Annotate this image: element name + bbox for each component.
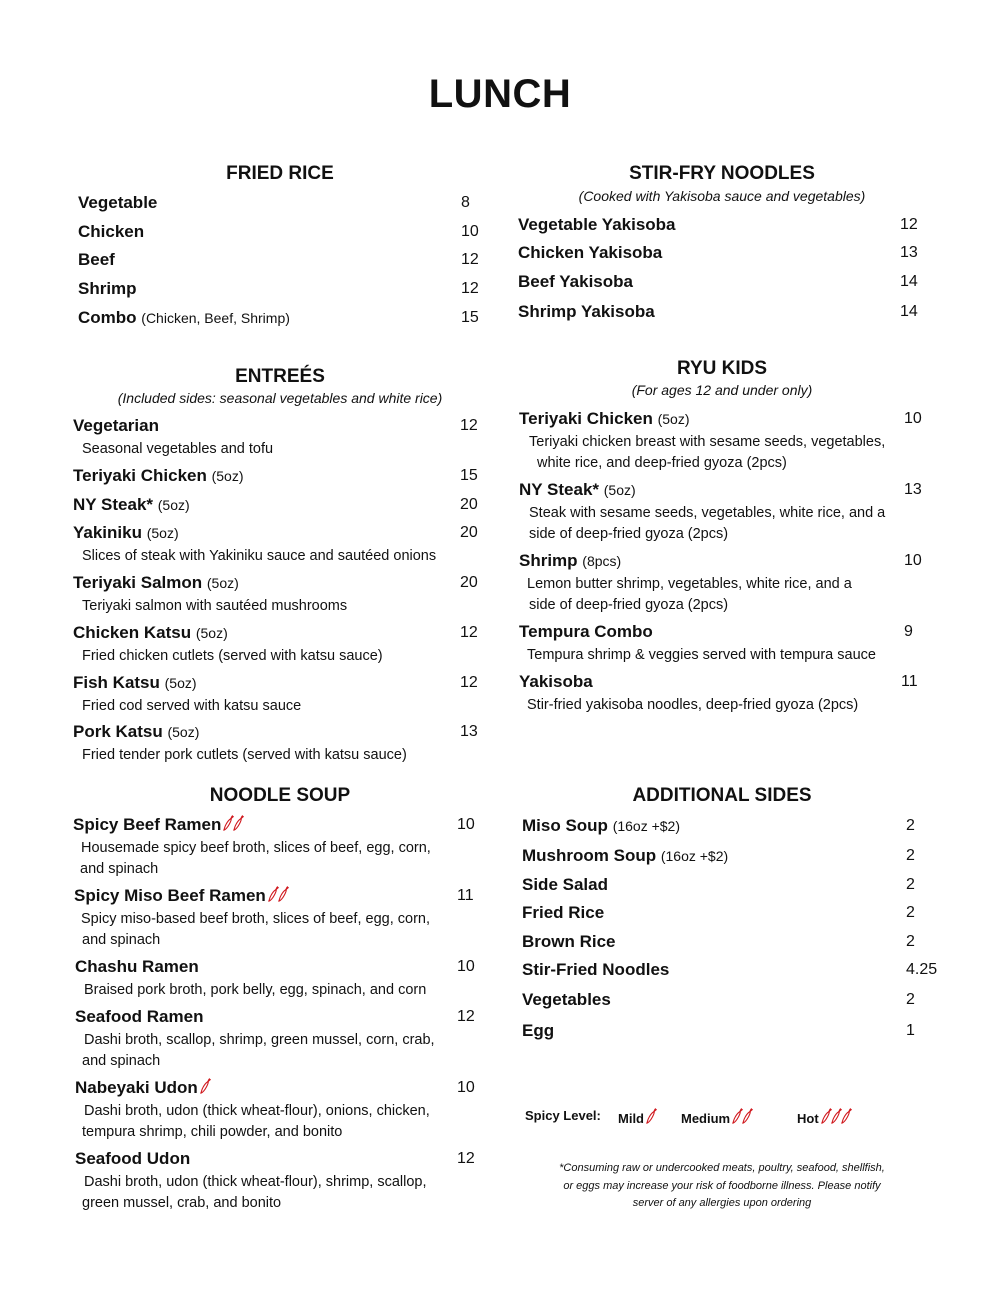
menu-item-name [74,886,288,907]
menu-item-name [519,409,690,429]
disclaimer-line: server of any allergies upon ordering [632,1197,812,1209]
item-name: Brown Rice [522,932,616,951]
item-description: Fried chicken cutlets (served with katsu sauce) [82,648,383,664]
item-name: NY Steak* [519,480,600,499]
item-qualifier: (5oz) [206,575,239,591]
section-title: FRIED RICE [226,163,334,184]
item-qualifier: (5oz) [146,525,179,541]
item-qualifier: (5oz) [167,724,200,740]
item-description: green mussel, crab, and bonito [82,1195,282,1211]
menu-item-name [78,308,290,328]
chili-pepper-icon [646,1108,656,1127]
menu-item-name [518,215,676,235]
item-qualifier: (16oz +$2) [660,848,729,864]
item-name: Vegetarian [73,416,159,435]
item-name: Seafood Ramen [75,1007,204,1026]
item-price: 10 [457,816,475,833]
item-description: Fried tender pork cutlets (served with katsu sauce) [82,747,407,763]
item-price: 1 [906,1022,915,1039]
item-name: Combo [78,308,137,327]
spicy-level-mild [618,1108,656,1127]
item-name: NY Steak* [73,495,154,514]
item-name: Teriyaki Salmon [73,573,203,592]
item-price: 12 [900,216,918,233]
item-price: 14 [900,273,918,290]
chili-pepper-icon [732,1108,752,1127]
item-price: 13 [900,244,918,261]
item-price: 13 [904,481,922,498]
item-description: Spicy miso-based beef broth, slices of beef, egg, corn, [81,911,430,927]
menu-item-name [73,495,190,515]
item-price: 2 [906,847,915,864]
item-name: Shrimp Yakisoba [518,302,655,321]
spicy-level-label: Spicy Level: [525,1108,601,1123]
item-price: 10 [457,1079,475,1096]
spicy-level-hot [797,1108,851,1127]
item-name: Side Salad [522,875,608,894]
chili-pepper-icon [268,886,288,907]
item-description: Fried cod served with katsu sauce [82,698,302,714]
item-description: Dashi broth, udon (thick wheat-flour), shrimp, scallop, [84,1174,427,1190]
item-price: 4.25 [906,961,938,978]
item-qualifier: (8pcs) [582,553,622,569]
menu-item-name [522,903,604,923]
item-description: Tempura shrimp & veggies served with tempura sauce [527,647,876,663]
item-description: Stir-fried yakisoba noodles, deep-fried gyoza (2pcs) [527,697,859,713]
item-description: Steak with sesame seeds, vegetables, white rice, and a [529,505,886,521]
menu-item-name [522,960,669,980]
menu-item-name [522,932,616,952]
item-description: Braised pork broth, pork belly, egg, spinach, and corn [84,982,427,998]
item-name: Shrimp [78,279,137,298]
item-price: 2 [906,817,915,834]
item-name: Pork Katsu [73,722,163,741]
section-note: (Included sides: seasonal vegetables and white rice) [117,390,443,406]
item-description: side of deep-fried gyoza (2pcs) [529,526,729,542]
section-title: ADDITIONAL SIDES [632,785,812,806]
item-name: Spicy Miso Beef Ramen [74,886,266,905]
item-name: Shrimp [519,551,578,570]
item-name: Teriyaki Chicken [73,466,207,485]
disclaimer-line: or eggs may increase your risk of foodborne illness. Please notify [563,1179,881,1192]
item-price: 2 [906,991,915,1008]
item-price: 2 [906,876,915,893]
menu-item-name [75,1007,203,1027]
item-price: 12 [457,1150,475,1167]
menu-item-name [518,302,655,322]
menu-item-name [519,672,593,692]
item-qualifier: (5oz) [157,497,190,513]
menu-item-name [522,846,728,866]
spicy-level-name: Mild [618,1111,644,1126]
spicy-level-name: Hot [797,1111,819,1126]
item-name: Vegetable Yakisoba [518,215,676,234]
item-price: 12 [460,624,478,641]
item-description: Teriyaki salmon with sautéed mushrooms [82,598,348,614]
item-description: and spinach [80,861,159,877]
section-title: NOODLE SOUP [209,785,351,806]
menu-item-name [78,193,157,213]
item-description: Slices of steak with Yakiniku sauce and sautéed onions [82,548,437,564]
menu-item-name [518,272,633,292]
item-name: Tempura Combo [519,622,653,641]
item-price: 9 [904,623,913,640]
item-description: Teriyaki chicken breast with sesame seeds, vegetables, [529,434,886,450]
chili-pepper-icon [200,1078,210,1099]
disclaimer-line: *Consuming raw or undercooked meats, poultry, seafood, shellfish, [559,1162,885,1174]
item-qualifier: (5oz) [657,411,690,427]
menu-item-name [73,573,239,593]
item-price: 20 [460,574,478,591]
item-price: 2 [906,904,915,921]
item-price: 12 [461,251,479,268]
menu-item-name [518,243,662,263]
item-name: Egg [522,1021,555,1040]
menu-item-name [78,250,115,270]
menu-item-name [519,551,621,571]
chili-pepper-icon [821,1108,851,1127]
section-title: ENTREÉS [235,366,325,387]
menu-item-name [519,622,653,642]
item-price: 11 [457,887,474,904]
menu-item-name [78,279,137,299]
item-name: Teriyaki Chicken [519,409,653,428]
item-qualifier: (Chicken, Beef, Shrimp) [141,310,290,326]
item-name: Stir-Fried Noodles [522,960,670,979]
item-price: 11 [901,673,918,690]
item-name: Fish Katsu [73,673,160,692]
item-price: 12 [460,417,478,434]
menu-item-name [73,416,159,436]
item-price: 10 [904,410,922,427]
section-note: (Cooked with Yakisoba sauce and vegetables) [578,188,866,204]
menu-item-name [73,722,199,742]
item-name: Nabeyaki Udon [75,1078,198,1097]
section-title: STIR-FRY NOODLES [629,163,815,184]
item-name: Vegetables [522,990,611,1009]
item-price: 10 [457,958,475,975]
menu-item-name [73,815,243,836]
item-qualifier: (5oz) [603,482,636,498]
item-description: tempura shrimp, chili powder, and bonito [82,1124,343,1140]
item-price: 20 [460,496,478,513]
item-description: Dashi broth, udon (thick wheat-flour), onions, chicken, [84,1103,430,1119]
item-price: 12 [461,280,479,297]
item-price: 20 [460,524,478,541]
item-name: Fried Rice [522,903,605,922]
spicy-level-medium [681,1108,752,1127]
item-description: and spinach [82,1053,161,1069]
item-name: Seafood Udon [75,1149,191,1168]
section-title: RYU KIDS [676,358,768,379]
menu-item-name [73,466,244,486]
menu-item-name [522,990,611,1010]
item-price: 15 [460,467,478,484]
menu-item-name [519,480,636,500]
item-name: Vegetable [78,193,158,212]
item-price: 15 [461,309,479,326]
item-name: Yakisoba [519,672,593,691]
menu-item-name [73,523,179,543]
item-price: 8 [461,194,470,211]
item-name: Beef Yakisoba [518,272,633,291]
item-description: white rice, and deep-fried gyoza (2pcs) [537,455,787,471]
item-description: Seasonal vegetables and tofu [82,441,274,457]
item-name: Yakiniku [73,523,142,542]
item-description: Housemade spicy beef broth, slices of beef, egg, corn, [81,840,431,856]
menu-item-name [75,1149,190,1169]
item-price: 2 [906,933,915,950]
item-name: Chicken [78,222,145,241]
item-name: Spicy Beef Ramen [73,815,222,834]
item-description: side of deep-fried gyoza (2pcs) [529,597,729,613]
item-qualifier: (16oz +$2) [612,818,681,834]
item-price: 14 [900,303,918,320]
item-price: 10 [904,552,922,569]
menu-item-name [522,1021,554,1041]
menu-item-name [522,875,608,895]
page-title: LUNCH [428,72,572,116]
item-name: Chicken Katsu [73,623,192,642]
menu-item-name [73,623,228,643]
item-name: Chashu Ramen [75,957,199,976]
menu-item-name [522,816,680,836]
menu-item-name [78,222,144,242]
item-price: 10 [461,223,479,240]
spicy-level-name: Medium [681,1111,731,1126]
item-description: Dashi broth, scallop, shrimp, green mussel, corn, crab, [84,1032,435,1048]
item-price: 12 [460,674,478,691]
chili-pepper-icon [223,815,243,836]
item-price: 13 [460,723,478,740]
item-description: and spinach [82,932,161,948]
item-qualifier: (5oz) [164,675,197,691]
item-name: Chicken Yakisoba [518,243,663,262]
item-qualifier: (5oz) [211,468,244,484]
item-description: Lemon butter shrimp, vegetables, white rice, and a [527,576,852,592]
item-name: Miso Soup [522,816,608,835]
menu-item-name [73,673,197,693]
item-qualifier: (5oz) [195,625,228,641]
item-price: 12 [457,1008,475,1025]
section-note: (For ages 12 and under only) [631,382,813,398]
menu-item-name [75,957,199,977]
menu-item-name [75,1078,210,1099]
item-name: Beef [78,250,115,269]
item-name: Mushroom Soup [522,846,657,865]
